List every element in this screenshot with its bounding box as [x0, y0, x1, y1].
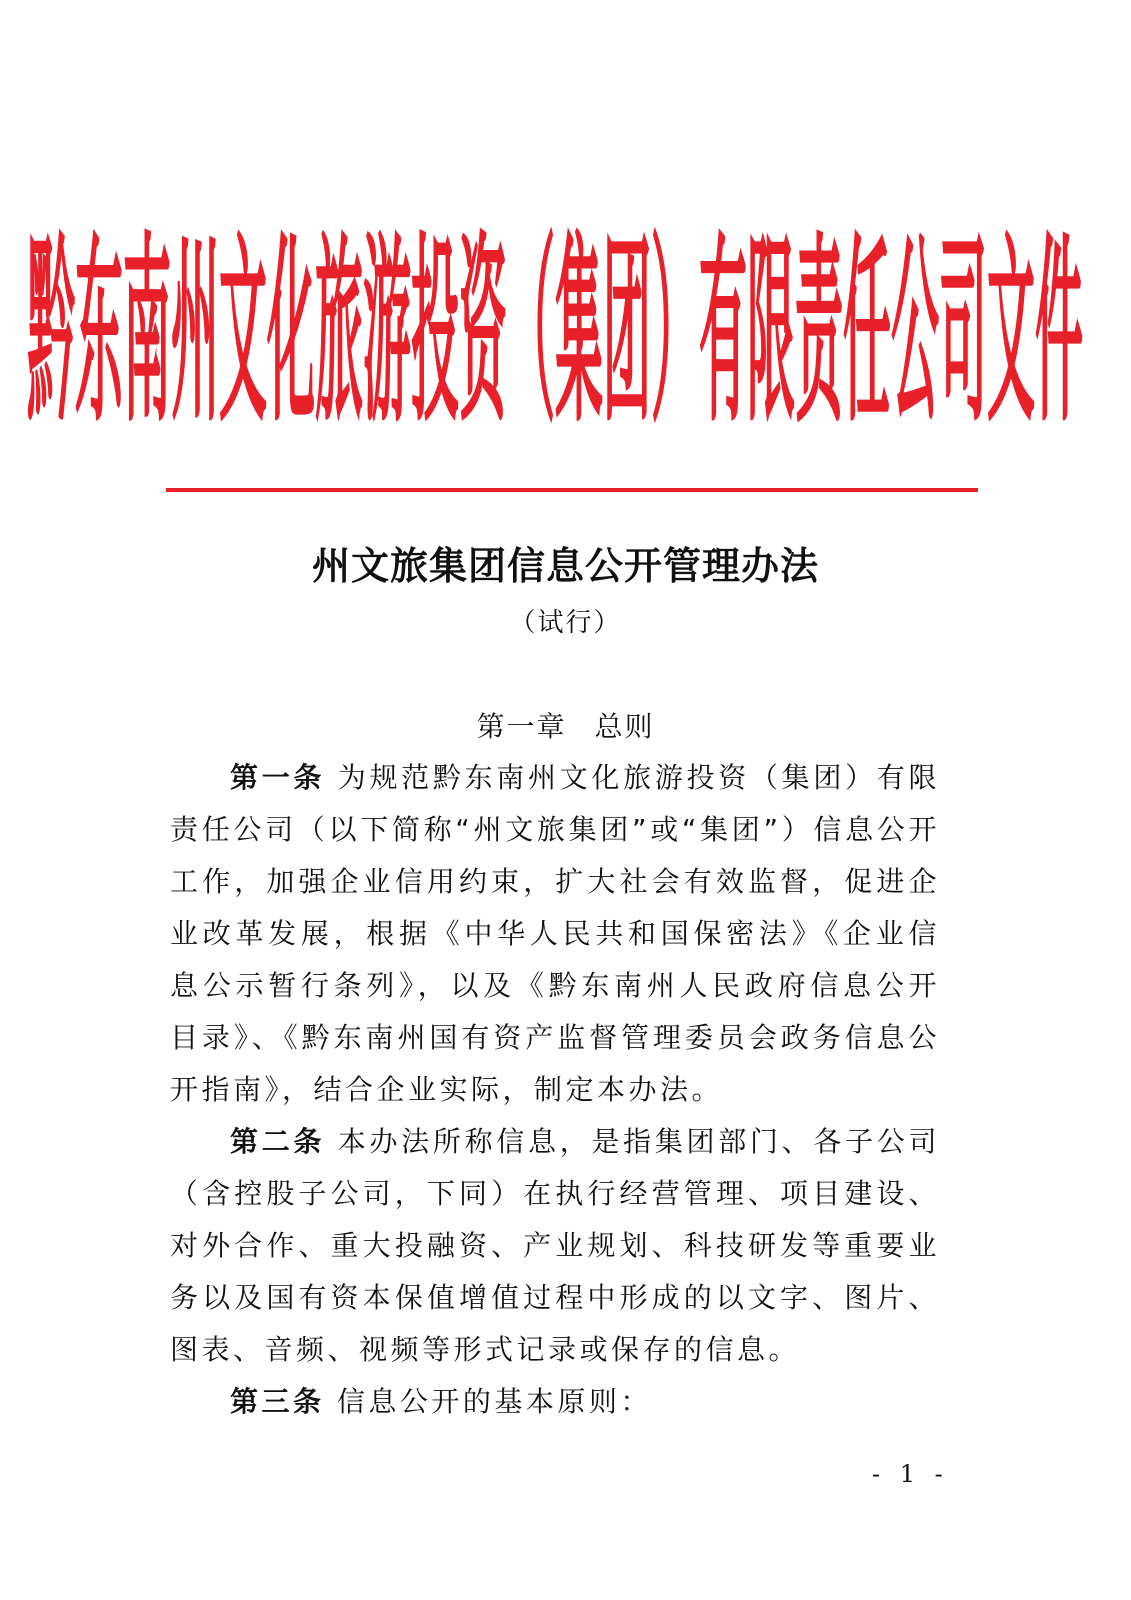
article-paragraph [170, 752, 940, 1116]
page-number: - 1 - [872, 1460, 949, 1488]
chapter-number: 第一章 [476, 710, 567, 743]
article-text: 信息公开的基本原则： [324, 1385, 652, 1418]
document-body [170, 752, 940, 1428]
document-subtitle: （试行） [509, 608, 622, 638]
document-title: 州文旅集团信息公开管理办法 [311, 543, 819, 588]
article-label: 第一条 [230, 761, 326, 794]
article-paragraph [170, 1376, 940, 1428]
chapter-heading [0, 705, 1131, 745]
article-label: 第二条 [230, 1125, 326, 1158]
article-text: 为规范黔东南州文化旅游投资（集团）有限责任公司（以下简称“州文旅集团”或“集团”）信息公开工作，加强企业信用约束，扩大社会有效监督，促进企业改革发展，根据《中华人民共和国保密法》《企业信息公示暂行条列》，以及《黔东南州人民政府信息公开目录》、《黔东南州国有资产监督管理委员会政务信息公开指南》，结合企业实际，制定本办法。 [170, 761, 940, 1106]
article-label: 第三条 [230, 1385, 325, 1418]
chapter-name: 总则 [594, 710, 655, 743]
red-separator-line [166, 488, 978, 492]
article-paragraph [170, 1116, 940, 1376]
issuing-organization-title: 黔东南州文化旅游投资（集团）有限责任公司文件 [27, 216, 1084, 452]
article-text: 本办法所称信息，是指集团部门、各子公司（含控股子公司，下同）在执行经营管理、项目建设、对外合作、重大投融资、产业规划、科技研发等重要业务以及国有资本保值增值过程中形成的以文字、图片、图表、音频、视频等形式记录或保存的信息。 [170, 1125, 940, 1366]
document-header [27, 200, 1084, 452]
